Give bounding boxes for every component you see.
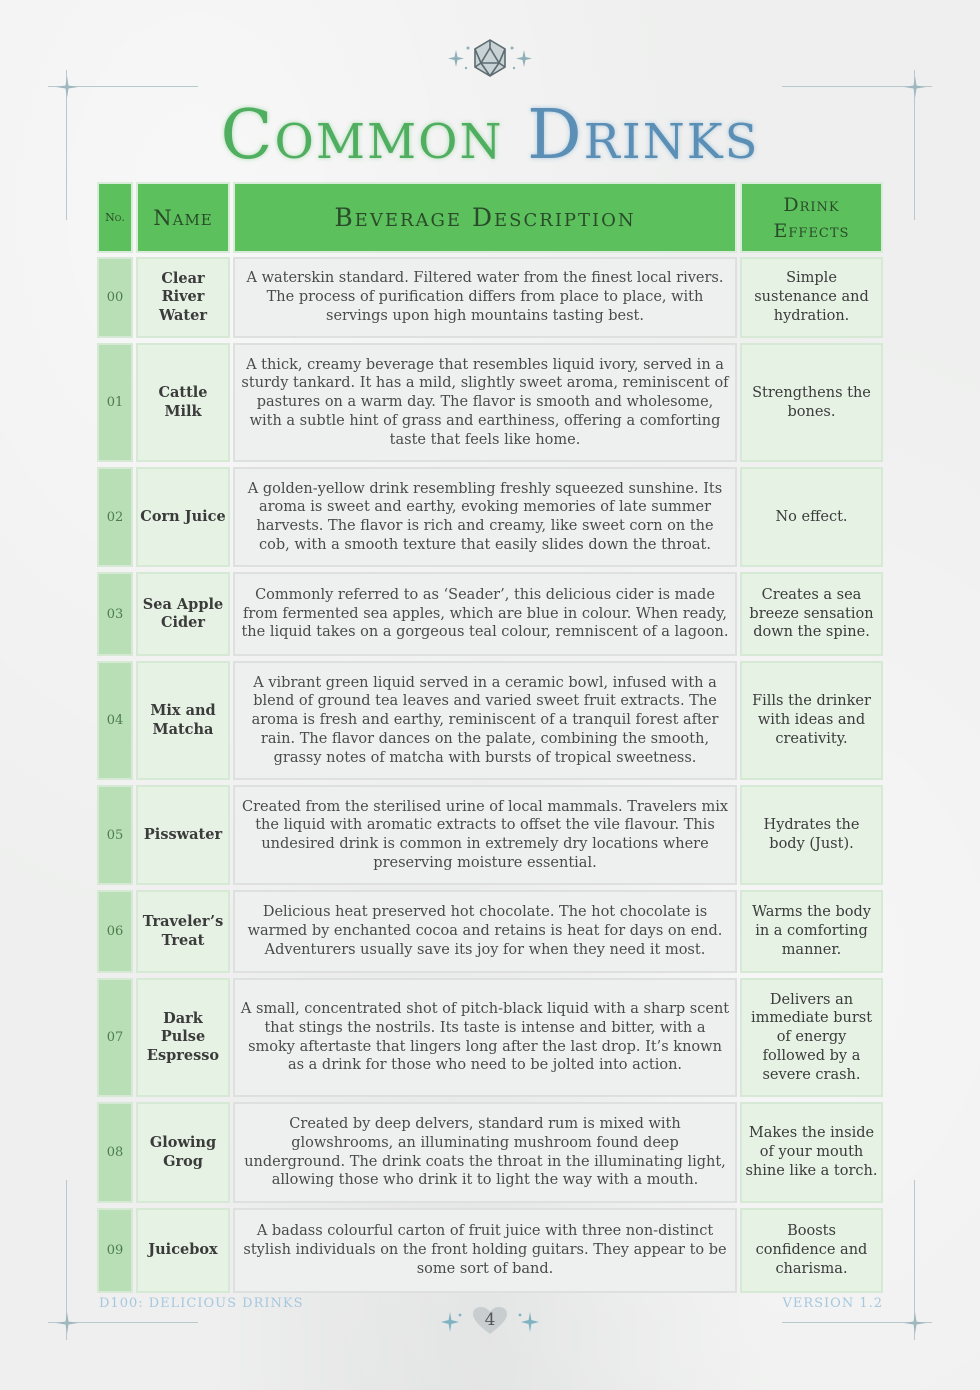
row-number: 03 <box>97 572 133 656</box>
drink-name: Clear River Water <box>136 257 230 338</box>
table-row <box>97 978 883 1097</box>
row-number: 02 <box>97 467 133 567</box>
drink-name: Pisswater <box>136 785 230 885</box>
drink-description: Created from the sterilised urine of local mammals. Travelers mix the liquid with aromatic extracts to offset the vile flavour. This undesired drink is common in extremely dry locations where preserving moisture essential. <box>233 785 737 885</box>
drink-effect: Fills the drinker with ideas and creativity. <box>740 661 883 780</box>
sparkle-icon <box>56 1312 78 1334</box>
table-row <box>97 343 883 462</box>
header-no: No. <box>97 182 133 253</box>
table-row <box>97 785 883 885</box>
drink-effect: Boosts confidence and charisma. <box>740 1208 883 1293</box>
title-word-common: Common <box>220 96 504 175</box>
table-row <box>97 572 883 656</box>
top-ornament <box>438 36 542 80</box>
drink-description: A waterskin standard. Filtered water from the finest local rivers. The process of purification differs from place to place, with servings upon high mountains tasting best. <box>233 257 737 338</box>
drink-name: Cattle Milk <box>136 343 230 462</box>
row-number: 09 <box>97 1208 133 1293</box>
table-row <box>97 1102 883 1203</box>
table-row <box>97 467 883 567</box>
drink-description: A vibrant green liquid served in a ceramic bowl, infused with a blend of ground tea leaves and varied sweet fruit extracts. The aroma is fresh and earthy, reminiscent of a tranquil forest after rain. The flavor dances on the palate, combining the smooth, grassy notes of matcha with bursts of tropical sweetness. <box>233 661 737 780</box>
drink-description: Commonly referred to as ‘Seader’, this delicious cider is made from fermented sea apples, which are blue in colour. When ready, the liquid takes on a gorgeous teal colour, remniscent of a lagoon. <box>233 572 737 656</box>
drinks-table <box>97 182 883 1298</box>
table-row <box>97 257 883 338</box>
row-number: 06 <box>97 890 133 973</box>
drink-description: A small, concentrated shot of pitch-black liquid with a sharp scent that stings the nostrils. Its taste is intense and bitter, with a smoky aftertaste that lingers long after the last drop. It’s known as a drink for those who need to be jolted into action. <box>233 978 737 1097</box>
drink-effect: Strengthens the bones. <box>740 343 883 462</box>
drink-name: Glowing Grog <box>136 1102 230 1203</box>
row-number: 01 <box>97 343 133 462</box>
sparkle-icon <box>56 76 78 98</box>
drink-effect: Warms the body in a comforting manner. <box>740 890 883 973</box>
drink-description: A thick, creamy beverage that resembles liquid ivory, served in a sturdy tankard. It has a mild, slightly sweet aroma, reminiscent of pastures on a warm day. The flavor is smooth and wholesome, with a subtle hint of grass and earthiness, offering a comforting taste that feels like home. <box>233 343 737 462</box>
drink-effect: Creates a sea breeze sensation down the spine. <box>740 572 883 656</box>
drink-description: Delicious heat preserved hot chocolate. The hot chocolate is warmed by enchanted cocoa and retains is heat for days on end. Adventurers usually save its joy for when they need it most. <box>233 890 737 973</box>
table-row <box>97 661 883 780</box>
row-number: 05 <box>97 785 133 885</box>
page-number-text: 4 <box>484 1310 496 1330</box>
sparkle-icon <box>516 1310 542 1334</box>
page-title <box>0 96 980 176</box>
header-effects: Drink Effects <box>740 182 883 253</box>
drink-effect: Simple sustenance and hydration. <box>740 257 883 338</box>
footer-version: VERSION 1.2 <box>782 1296 883 1311</box>
drink-name: Juicebox <box>136 1208 230 1293</box>
sparkle-icon <box>904 76 926 98</box>
drink-name: Sea Apple Cider <box>136 572 230 656</box>
header-name: Name <box>136 182 230 253</box>
drink-effect: Makes the inside of your mouth shine like a torch. <box>740 1102 883 1203</box>
sparkle-icon <box>438 1310 464 1334</box>
drink-description: A golden-yellow drink resembling freshly squeezed sunshine. Its aroma is sweet and earthy, evoking memories of late summer harvests. The flavor is rich and creamy, like sweet corn on the cob, with a smooth texture that easily slides down the throat. <box>233 467 737 567</box>
sparkle-icon <box>904 1312 926 1334</box>
drink-name: Mix and Matcha <box>136 661 230 780</box>
row-number: 00 <box>97 257 133 338</box>
table-row <box>97 890 883 973</box>
drink-description: Created by deep delvers, standard rum is mixed with glowshrooms, an illuminating mushroom found deep underground. The drink coats the throat in the illuminating light, allowing those who drink it to light the way with a mouth. <box>233 1102 737 1203</box>
drink-name: Traveler’s Treat <box>136 890 230 973</box>
d20-dice-icon <box>475 40 505 76</box>
drink-effect: Hydrates the body (Just). <box>740 785 883 885</box>
drink-effect: No effect. <box>740 467 883 567</box>
table-row <box>97 1208 883 1293</box>
row-number: 08 <box>97 1102 133 1203</box>
table-header <box>97 182 883 253</box>
drink-effect: Delivers an immediate burst of energy followed by a severe crash. <box>740 978 883 1097</box>
drink-description: A badass colourful carton of fruit juice with three non-distinct stylish individuals on the front holding guitars. They appear to be some sort of band. <box>233 1208 737 1293</box>
row-number: 04 <box>97 661 133 780</box>
header-description: Beverage Description <box>233 182 737 253</box>
page-number <box>471 1306 509 1336</box>
drink-name: Dark Pulse Espresso <box>136 978 230 1097</box>
drink-name: Corn Juice <box>136 467 230 567</box>
footer-book-title: D100: DELICIOUS DRINKS <box>99 1296 304 1311</box>
row-number: 07 <box>97 978 133 1097</box>
title-word-drinks: Drinks <box>527 96 760 175</box>
